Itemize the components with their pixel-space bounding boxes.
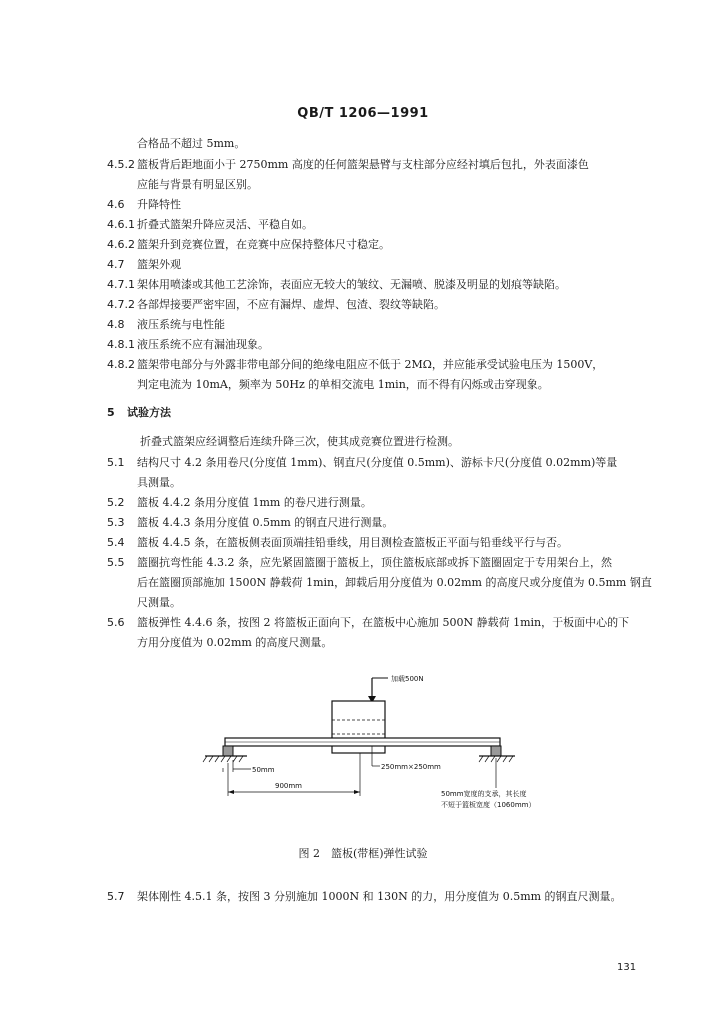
dim-pad-label: 250mm×250mm xyxy=(381,763,441,771)
text-line: 尺测量。 xyxy=(137,596,181,609)
dim-50-label: 50mm xyxy=(252,766,275,774)
text-line: 5.1 结构尺寸 4.2 条用卷尺(分度值 1mm)、钢直尺(分度值 0.5mm)、游标卡尺(分度值 0.02mm)等量 xyxy=(107,456,618,469)
right-support xyxy=(491,746,501,756)
text-line: 4.6.1 折叠式篮架升降应灵活、平稳自如。 xyxy=(107,218,313,231)
text-line: 5.2 篮板 4.4.2 条用分度值 1mm 的卷尺进行测量。 xyxy=(107,496,372,509)
text-line: 5.7 架体刚性 4.5.1 条，按图 3 分别施加 1000N 和 130N 的力，用分度值为 0.5mm 的钢直尺测量。 xyxy=(107,890,622,903)
text-line: 5.4 篮板 4.4.5 条，在篮板侧表面顶端挂铅垂线，用目测检查篮板正平面与铅垂线平行与否。 xyxy=(107,536,568,549)
page-number: 131 xyxy=(617,962,637,973)
text-line: 判定电流为 10mA，频率为 50Hz 的单相交流电 1min，而不得有闪烁或击穿现象。 xyxy=(137,378,549,391)
text-line: 4.7 篮架外观 xyxy=(107,258,181,271)
text-line: 5.6 篮板弹性 4.4.6 条，按图 2 将篮板正面向下，在篮板中心施加 500N 静载荷 1min，于板面中心的下 xyxy=(107,616,630,629)
text-line: 具测量。 xyxy=(137,476,181,489)
text-line: 4.6.2 篮架升到竞赛位置，在竞赛中应保持整体尺寸稳定。 xyxy=(107,238,390,251)
text-line: 4.5.2 篮板背后距地面小于 2750mm 高度的任何篮架悬臂与支柱部分应经衬填后包扎，外表面漆色 xyxy=(107,158,589,171)
text-line: 应能与背景有明显区别。 xyxy=(137,178,258,191)
support-note-line2: 不短于篮板宽度（1060mm） xyxy=(441,801,535,809)
text-line: 4.8.2 篮架带电部分与外露非带电部分间的绝缘电阻应不低于 2MΩ，并应能承受试验电压为 1500V， xyxy=(107,358,604,371)
backboard-elasticity-test-figure xyxy=(195,668,535,828)
text-line: 4.7.1 架体用喷漆或其他工艺涂饰，表面应无较大的皱纹、无漏喷、脱漆及明显的划痕等缺陷。 xyxy=(107,278,566,291)
text-line: 方用分度值为 0.02mm 的高度尺测量。 xyxy=(137,636,333,649)
text-line: 后在篮圈顶部施加 1500N 静载荷 1min，卸载后用分度值为 0.02mm 的高度尺或分度值为 0.5mm 钢直 xyxy=(137,576,652,589)
text-line: 4.6 升降特性 xyxy=(107,198,181,211)
section-heading: 5 试验方法 xyxy=(107,406,171,419)
text-line: 合格品不超过 5mm。 xyxy=(137,137,246,150)
text-line: 4.7.2 各部焊接要严密牢固，不应有漏焊、虚焊、包渣、裂纹等缺陷。 xyxy=(107,298,445,311)
left-support xyxy=(223,746,233,756)
dim-900-label: 900mm xyxy=(275,782,302,790)
text-line: 折叠式篮架应经调整后连续升降三次，使其成竞赛位置进行检测。 xyxy=(140,435,459,448)
load-label: 加载500N xyxy=(391,675,424,683)
page-header: QB/T 1206—1991 xyxy=(297,106,429,121)
text-line: 5.3 篮板 4.4.3 条用分度值 0.5mm 的钢直尺进行测量。 xyxy=(107,516,394,529)
support-note-line1: 50mm宽度的支承，其长度 xyxy=(441,790,527,798)
text-line: 4.8.1 液压系统不应有漏油现象。 xyxy=(107,338,269,351)
text-line: 5.5 篮圈抗弯性能 4.3.2 条，应先紧固篮圈于篮板上，顶住篮板底部或拆下篮圈固定于专用架台上，然 xyxy=(107,556,612,569)
text-line: 4.8 液压系统与电性能 xyxy=(107,318,225,331)
figure-caption: 图 2 篮板(带框)弹性试验 xyxy=(298,847,428,860)
